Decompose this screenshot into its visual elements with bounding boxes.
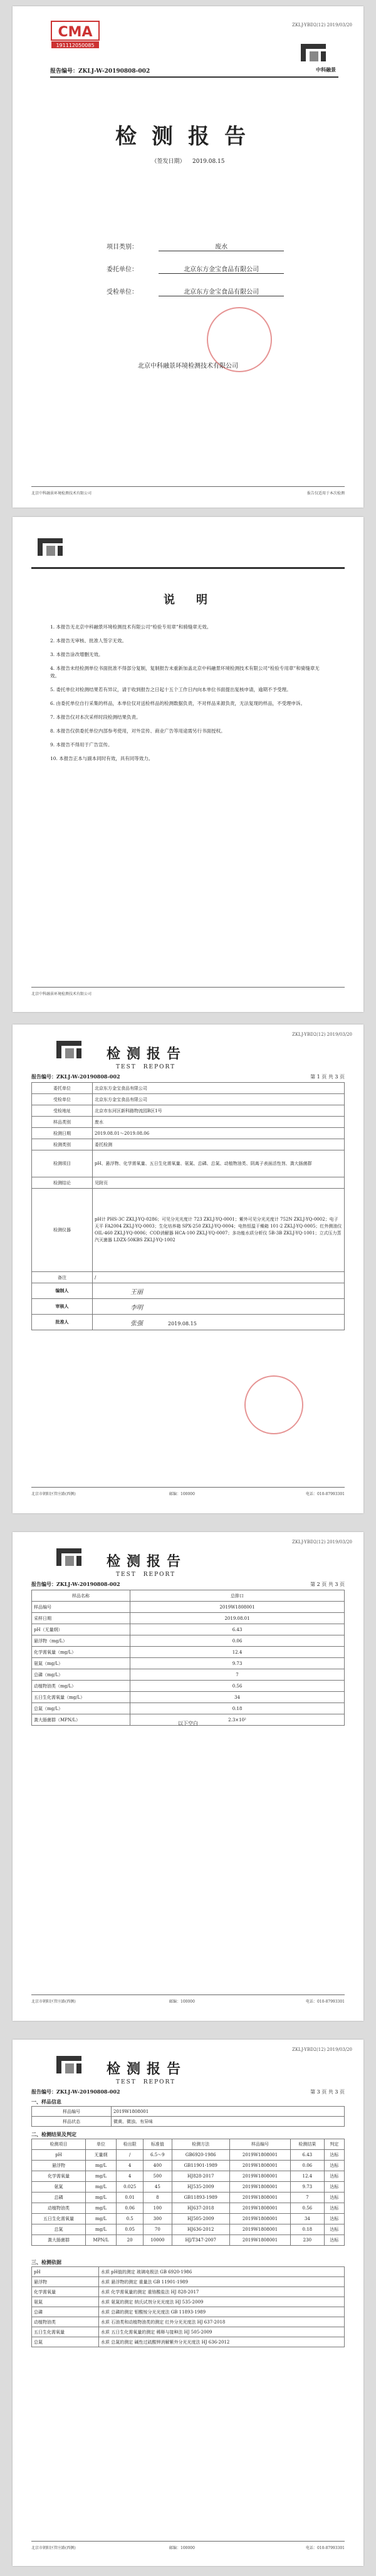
footer-note: 报告仅适用于本次检测 [306, 491, 345, 496]
table-cell: 粪大肠菌群 [32, 2235, 86, 2246]
table-cell: 2019W1808001 [229, 2150, 290, 2161]
results-table [31, 1590, 345, 1726]
table-cell: mg/L [85, 2224, 116, 2235]
table-cell: / [117, 2150, 144, 2161]
table-row: 氨氮（mg/L） 9.73 [32, 1658, 345, 1669]
note-item: 5. 委托单位对检测结果若有异议，请于收到报告之日起十五个工作日内向本单位书面提出复核申请，逾期不予受理。 [50, 687, 291, 692]
page-number: 第 1 页 共 3 页 [310, 1074, 345, 1080]
table-row: 检测项目 pH、悬浮物、化学需氧量、五日生化需氧量、氨氮、总磷、总氮、动植物油类、阴离子表面活性剂、粪大肠菌群 [32, 1150, 345, 1177]
table-cell: 230 [290, 2235, 324, 2246]
footer-divider [31, 987, 345, 988]
sample-info-table [31, 2106, 345, 2127]
note-item: 10. 本报告正本与副本同时有效，具有同等效力。 [50, 756, 154, 761]
table-cell: mg/L [85, 2193, 116, 2203]
header-divider [50, 76, 338, 78]
report-title: 检测报告 [107, 1553, 187, 1570]
brand-logo-icon [301, 44, 338, 65]
section-heading: 三、检测依据 [31, 2259, 61, 2265]
column-header: 标准值 [144, 2139, 172, 2150]
table-row: 检测类别 委托检测 [32, 1139, 345, 1150]
table-cell: HJ/T347-2007 [172, 2235, 229, 2246]
table-cell: 达标 [324, 2161, 344, 2171]
column-header: 样品编号 [229, 2139, 290, 2150]
table-cell: HJ637-2018 [172, 2203, 229, 2214]
table-cell: 0.56 [290, 2203, 324, 2214]
column-header: 检测结果 [290, 2139, 324, 2150]
column-header: 检测方法 [172, 2139, 229, 2150]
note-item: 9. 本报告不得用于广告宣传。 [50, 742, 113, 748]
signature-row: 编制人 王丽 [32, 1283, 345, 1299]
issue-date: （签发日期） 2019.08.15 [151, 159, 225, 165]
table-cell: 2019W1808001 [229, 2171, 290, 2182]
page-number: 第 3 页 共 3 页 [310, 2089, 345, 2095]
section-heading: 一、样品信息 [31, 2099, 61, 2105]
footer-postcode: 邮编：100000 [169, 2000, 195, 2004]
cma-logo-icon [50, 20, 100, 50]
results-page-1 [13, 1532, 363, 2021]
table-cell: GB11901-1989 [172, 2161, 229, 2171]
note-item: 8. 本报告仅供委托单位内部参考使用，对外宣传、商业广告等用途需另行书面授权。 [50, 728, 226, 734]
notes-page [13, 517, 363, 1012]
report-number: 报告编号：ZKLJ-W-20190808-002 [31, 1073, 120, 1080]
table-cell: 0.05 [117, 2224, 144, 2235]
table-row: 检测日期 2019.08.01～2019.08.06 [32, 1128, 345, 1139]
table-cell: GB11893-1989 [172, 2193, 229, 2203]
table-row [32, 2193, 345, 2203]
footer-address: 北京市朝阳区管庄路(西侧) [31, 1492, 76, 1496]
table-row: 样品编号 2019W1808001 [32, 1602, 345, 1613]
table-cell: 100 [144, 2203, 172, 2214]
table-cell: GB6920-1986 [172, 2150, 229, 2161]
table-row: 五日生化需氧量 水质 五日生化需氧量的测定 稀释与接种法 HJ 505-2009 [32, 2327, 345, 2337]
project-field: 项目类别： 废水 [107, 241, 295, 264]
table-row [32, 2182, 345, 2193]
table-cell: 2019W1808001 [229, 2182, 290, 2193]
note-item: 1. 本报告无北京中科融景环境检测技术有限公司“检验专用章”和骑缝章无效。 [50, 624, 212, 630]
table-row: 样品类别 废水 [32, 1117, 345, 1128]
report-subtitle: TEST REPORT [116, 1064, 176, 1070]
table-cell: 0.01 [117, 2193, 144, 2203]
table-row: pH（无量纲） 6.43 [32, 1624, 345, 1635]
report-title: 检测报告 [115, 124, 261, 149]
footer-phone: 电话：010-87993301 [305, 1492, 345, 1496]
results-page-2 [13, 2040, 363, 2566]
table-cell: 300 [144, 2214, 172, 2224]
table-cell: 悬浮物 [32, 2161, 86, 2171]
table-cell: HJ505-2009 [172, 2214, 229, 2224]
table-cell: mg/L [85, 2171, 116, 2182]
footer-company: 北京中科融景环境检测技术有限公司 [31, 491, 92, 496]
serial-number: ZKLJ-YBD2(12) 2019/03/20 [292, 1032, 352, 1037]
table-cell: 无量纲 [85, 2150, 116, 2161]
table-cell: 总磷 [32, 2193, 86, 2203]
table-cell: 0.5 [117, 2214, 144, 2224]
brand-logo-icon [56, 1041, 94, 1062]
report-number: 报告编号：ZKLJ-W-20190808-002 [50, 68, 150, 75]
table-cell: 12.4 [290, 2171, 324, 2182]
table-cell: 4 [117, 2161, 144, 2171]
table-row: 悬浮物 水质 悬浮物的测定 重量法 GB 11901-1989 [32, 2277, 345, 2287]
table-cell: 达标 [324, 2150, 344, 2161]
table-cell: mg/L [85, 2203, 116, 2214]
table-cell: 9.73 [290, 2182, 324, 2193]
table-row [32, 2235, 345, 2246]
report-subtitle: TEST REPORT [116, 2079, 176, 2085]
table-row [32, 2214, 345, 2224]
table-cell: 总氮 [32, 2224, 86, 2235]
page-number: 第 2 页 共 3 页 [310, 1582, 345, 1587]
footer-postcode: 邮编：100000 [169, 2546, 195, 2550]
table-cell: 动植物油类 [32, 2203, 86, 2214]
note-item: 4. 本报告未经检测单位书面批准不得部分复制，复制报告未重新加盖北京中科融景环境检测技术有限公司“检验专用章”和骑缝章无效。 [50, 665, 320, 679]
info-table [31, 1082, 345, 1330]
serial-number: ZKLJ-YBD2(12) 2019/03/20 [292, 23, 352, 28]
note-item: 3. 本报告涂改增删无效。 [50, 652, 103, 657]
table-cell: 达标 [324, 2193, 344, 2203]
table-cell: HJ535-2009 [172, 2182, 229, 2193]
table-cell: MPN/L [85, 2235, 116, 2246]
table-row: 检测仪器 pH计 PHS-3C ZKLJ-YQ-0286；可见分光光度计 723 ZKLJ-YQ-0001；紫外可见分光光度计 752N ZKLJ-YQ-0002；电子天平 FA2004 ZKLJ-YQ-0003；生化培养箱 SPX-250 ZKLJ-YQ-0004；电热恒温干燥箱 101-2 ZKLJ-YQ-0005；红外测油仪 OIL-460 ZKLJ-YQ-0006；COD消解器 HCA-100 ZKLJ-YQ-0007；多功能水质分析仪 5B-3B ZKLJ-YQ-1001；立式压力蒸汽灭菌器 LDZX-50KBS ZKLJ-YQ-1002 [32, 1189, 345, 1272]
table-cell: 34 [290, 2214, 324, 2224]
method-basis-table [31, 2266, 345, 2347]
table-cell: 2019W1808001 [229, 2161, 290, 2171]
report-number: 报告编号：ZKLJ-W-20190808-002 [31, 2088, 120, 2095]
table-cell: 2019W1808001 [229, 2193, 290, 2203]
table-cell: 6.43 [290, 2150, 324, 2161]
table-header-row: 样品名称 总排口 [32, 1590, 345, 1602]
table-cell: 化学需氧量 [32, 2171, 86, 2182]
footer-address: 北京市朝阳区管庄路(西侧) [31, 2000, 76, 2004]
table-row: 悬浮物（mg/L） 0.06 [32, 1635, 345, 1647]
table-row: 样品状态 微黄、微浊、有异味 [32, 2117, 345, 2127]
table-cell: 0.025 [117, 2182, 144, 2193]
table-row: 受检地址 北京市东河区新科路物流园B区1号 [32, 1105, 345, 1117]
table-cell: 500 [144, 2171, 172, 2182]
serial-number: ZKLJ-YBD2(12) 2019/03/20 [292, 1540, 352, 1545]
table-row: 采样日期 2019.08.01 [32, 1613, 345, 1624]
brand-logo-icon [56, 1548, 94, 1570]
column-header: 判定 [324, 2139, 344, 2150]
table-cell: 20 [117, 2235, 144, 2246]
result-judgement-table [31, 2139, 345, 2246]
report-title: 检测报告 [107, 2061, 187, 2077]
table-row: 样品编号 2019W1808001 [32, 2107, 345, 2117]
note-item: 7. 本报告仅对本次采样时段检测结果负责。 [50, 714, 141, 720]
info-page [13, 1025, 363, 1513]
report-title: 检测报告 [107, 1046, 187, 1062]
table-row: 化学需氧量（mg/L） 12.4 [32, 1647, 345, 1658]
table-row: pH 水质 pH值的测定 玻璃电极法 GB 6920-1986 [32, 2267, 345, 2277]
table-row: 五日生化需氧量（mg/L） 34 [32, 1692, 345, 1703]
table-cell: 五日生化需氧量 [32, 2214, 86, 2224]
note-item: 6. 由委托单位自行采集的样品，本单位仅对送检样品的检测数据负责，不对样品来源负责，无法复现的样品，不受理申诉。 [50, 701, 306, 706]
table-cell: mg/L [85, 2161, 116, 2171]
table-cell: 达标 [324, 2182, 344, 2193]
brand-logo-icon [56, 2056, 94, 2077]
column-header: 检出限 [117, 2139, 144, 2150]
svg-text:CMA: CMA [58, 24, 93, 40]
table-row [32, 2224, 345, 2235]
footer-company: 北京中科融景环境检测技术有限公司 [31, 992, 92, 996]
section-heading: 二、检测结果及判定 [31, 2131, 76, 2137]
table-cell: 达标 [324, 2171, 344, 2182]
table-row: 总氮 水质 总氮的测定 碱性过硫酸钾消解紫外分光光度法 HJ 636-2012 [32, 2337, 345, 2347]
table-cell: 2019W1808001 [229, 2235, 290, 2246]
table-cell: mg/L [85, 2182, 116, 2193]
table-cell: pH [32, 2150, 86, 2161]
cma-mark [50, 20, 100, 50]
footer-postcode: 邮编：100000 [169, 1492, 195, 1496]
table-row: 动植物油类 水质 石油类和动植物油类的测定 红外分光光度法 HJ 637-2018 [32, 2317, 345, 2327]
table-cell: 0.18 [290, 2224, 324, 2235]
table-row: 总氮（mg/L） 0.18 [32, 1703, 345, 1714]
footer-phone: 电话：010-87993301 [305, 2546, 345, 2550]
issuer-name: 北京中科融景环境检测技术有限公司 [138, 363, 238, 370]
table-row [32, 2161, 345, 2171]
footer-address: 北京市朝阳区管庄路(西侧) [31, 2546, 76, 2550]
footer-divider [31, 1487, 345, 1488]
table-cell: 70 [144, 2224, 172, 2235]
note-item: 2. 本报告无审核、批准人签字无效。 [50, 638, 127, 644]
header-divider [31, 567, 345, 569]
official-stamp [244, 1375, 303, 1434]
table-cell: 400 [144, 2161, 172, 2171]
report-number: 报告编号：ZKLJ-W-20190808-002 [31, 1581, 120, 1587]
table-cell: 达标 [324, 2214, 344, 2224]
table-row: 受检单位 北京东方金宝食品有限公司 [32, 1094, 345, 1105]
table-cell: HJ636-2012 [172, 2224, 229, 2235]
report-subtitle: TEST REPORT [116, 1572, 176, 1578]
table-row: 化学需氧量 水质 化学需氧量的测定 重铬酸盐法 HJ 828-2017 [32, 2287, 345, 2297]
inspected-field: 受检单位： 北京东方金宝食品有限公司 [107, 286, 295, 309]
table-row [32, 2203, 345, 2214]
column-header: 检测项目 [32, 2139, 86, 2150]
table-row: 委托单位 北京东方金宝食品有限公司 [32, 1083, 345, 1094]
table-cell: 7 [290, 2193, 324, 2203]
cover-page [13, 6, 363, 508]
client-field: 委托单位： 北京东方金宝食品有限公司 [107, 264, 295, 286]
table-cell: 4 [117, 2171, 144, 2182]
brand-logo-icon [38, 538, 75, 560]
footer-divider [31, 486, 345, 487]
sign-date: 2019.08.15 [168, 1320, 197, 1327]
table-row: 检测结论 见附页 [32, 1177, 345, 1189]
table-cell: 45 [144, 2182, 172, 2193]
table-row [32, 2171, 345, 2182]
brand-name: 中科融景 [316, 66, 336, 73]
table-row: 备注 / [32, 1272, 345, 1283]
table-cell: 达标 [324, 2203, 344, 2214]
signature-row: 审核人 李明 [32, 1299, 345, 1315]
end-note: 以下空白 [178, 1721, 198, 1726]
cover-fields [107, 241, 295, 309]
signature-row: 批准人 张强 2019.08.15 [32, 1315, 345, 1330]
table-cell: 氨氮 [32, 2182, 86, 2193]
table-row: 动植物油类（mg/L） 0.56 [32, 1681, 345, 1692]
table-cell: 8 [144, 2193, 172, 2203]
serial-number: ZKLJ-YBD2(12) 2019/03/20 [292, 2047, 352, 2052]
table-cell: mg/L [85, 2214, 116, 2224]
table-cell: 2019W1808001 [229, 2224, 290, 2235]
column-header: 单位 [85, 2139, 116, 2150]
table-cell: 2019W1808001 [229, 2203, 290, 2214]
table-cell: 0.06 [117, 2203, 144, 2214]
notes-title: 说 明 [164, 593, 212, 607]
table-row: 粪大肠菌群（MPN/L） 2.3×10² [32, 1714, 345, 1726]
table-row [32, 2150, 345, 2161]
footer-divider [31, 2541, 345, 2542]
table-cell: 2019W1808001 [229, 2214, 290, 2224]
table-cell: 6.5～9 [144, 2150, 172, 2161]
table-row: 氨氮 水质 氨氮的测定 纳氏试剂分光光度法 HJ 535-2009 [32, 2297, 345, 2307]
svg-text:191112050085: 191112050085 [56, 43, 95, 48]
table-row: 总磷 水质 总磷的测定 钼酸铵分光光度法 GB 11893-1989 [32, 2307, 345, 2317]
table-cell: 达标 [324, 2224, 344, 2235]
footer-phone: 电话：010-87993301 [305, 2000, 345, 2004]
table-row: 总磷（mg/L） 7 [32, 1669, 345, 1681]
table-header-row [32, 2139, 345, 2150]
notes-list [50, 623, 326, 769]
table-cell: 达标 [324, 2235, 344, 2246]
table-cell: 0.06 [290, 2161, 324, 2171]
table-cell: HJ828-2017 [172, 2171, 229, 2182]
table-cell: 10000 [144, 2235, 172, 2246]
